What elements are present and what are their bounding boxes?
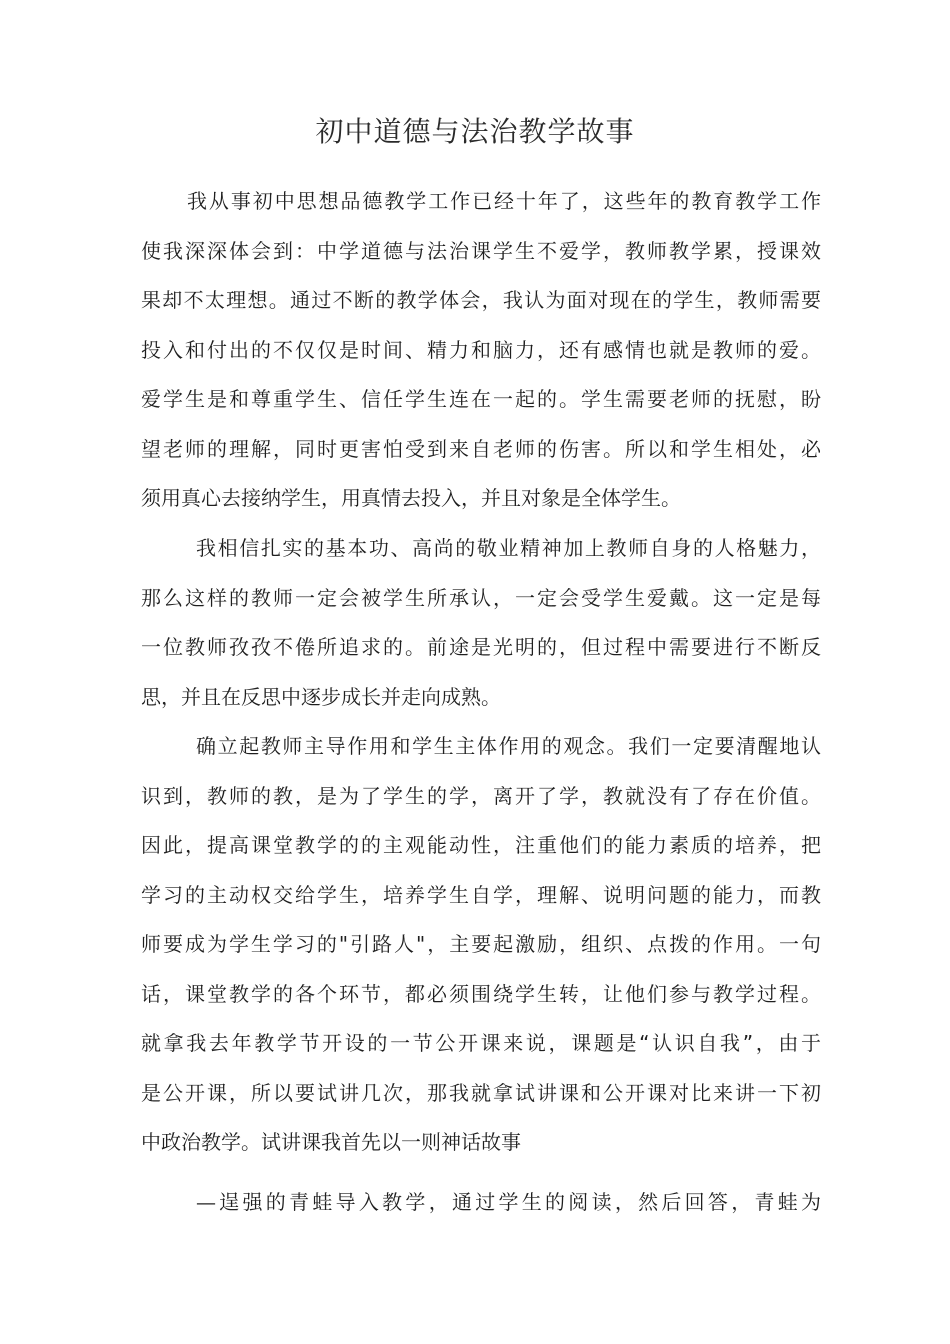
paragraph-line: 使我深深体会到：中学道德与法治课学生不爱学，教师教学累，授课效 <box>141 238 821 263</box>
paragraph-line: 思，并且在反思中逐步成长并走向成熟。 <box>141 684 501 709</box>
paragraph-line: 因此，提高课堂教学的的主观能动性，注重他们的能力素质的培养，把 <box>141 833 821 857</box>
paragraph-line: 确立起教师主导作用和学生主体作用的观念。我们一定要清醒地认 <box>196 734 821 758</box>
paragraph-line: 师要成为学生学习的"引路人"，主要起激励，组织、点拨的作用。一句 <box>141 932 821 956</box>
paragraph-1 <box>141 177 821 524</box>
paragraph-line: 望老师的理解，同时更害怕受到来自老师的伤害。所以和学生相处，必 <box>141 436 821 461</box>
paragraph-line: 学习的主动权交给学生，培养学生自学，理解、说明问题的能力，而教 <box>141 882 821 907</box>
paragraph-3 <box>141 722 821 1168</box>
paragraph-line: 我相信扎实的基本功、高尚的敬业精神加上教师自身的人格魅力， <box>196 536 821 560</box>
paragraph-line: 须用真心去接纳学生，用真情去投入，并且对象是全体学生。 <box>141 486 681 510</box>
paragraph-line: 就拿我去年教学节开设的一节公开课来说，课题是“认识自我”，由于 <box>141 1031 821 1055</box>
paragraph-line: 中政治教学。试讲课我首先以一则神话故事 <box>141 1130 521 1154</box>
paragraph-2 <box>141 524 821 722</box>
paragraph-line: 话，课堂教学的各个环节，都必须围绕学生转，让他们参与教学过程。 <box>141 981 821 1006</box>
paragraph-line: 果却不太理想。通过不断的教学体会，我认为面对现在的学生，教师需要 <box>141 288 821 312</box>
document-title: 初中道德与法治教学故事 <box>315 115 635 148</box>
paragraph-line: 我从事初中思想品德教学工作已经十年了，这些年的教育教学工作 <box>187 189 821 213</box>
paragraph-line: 一位教师孜孜不倦所追求的。前途是光明的，但过程中需要进行不断反 <box>141 635 821 659</box>
paragraph-4 <box>141 1178 821 1228</box>
paragraph-line: 爱学生是和尊重学生、信任学生连在一起的。学生需要老师的抚慰，盼 <box>141 387 821 411</box>
paragraph-line: 投入和付出的不仅仅是时间、精力和脑力，还有感情也就是教师的爱。 <box>141 337 821 362</box>
paragraph-line: —逞强的青蛙导入教学，通过学生的阅读，然后回答，青蛙为 <box>196 1190 821 1214</box>
paragraph-line: 是公开课，所以要试讲几次，那我就拿试讲课和公开课对比来讲一下初 <box>141 1080 821 1105</box>
paragraph-line: 识到，教师的教，是为了学生的学，离开了学，教就没有了存在价值。 <box>141 783 821 808</box>
paragraph-line: 那么这样的教师一定会被学生所承认，一定会受学生爱戴。这一定是每 <box>141 585 821 610</box>
